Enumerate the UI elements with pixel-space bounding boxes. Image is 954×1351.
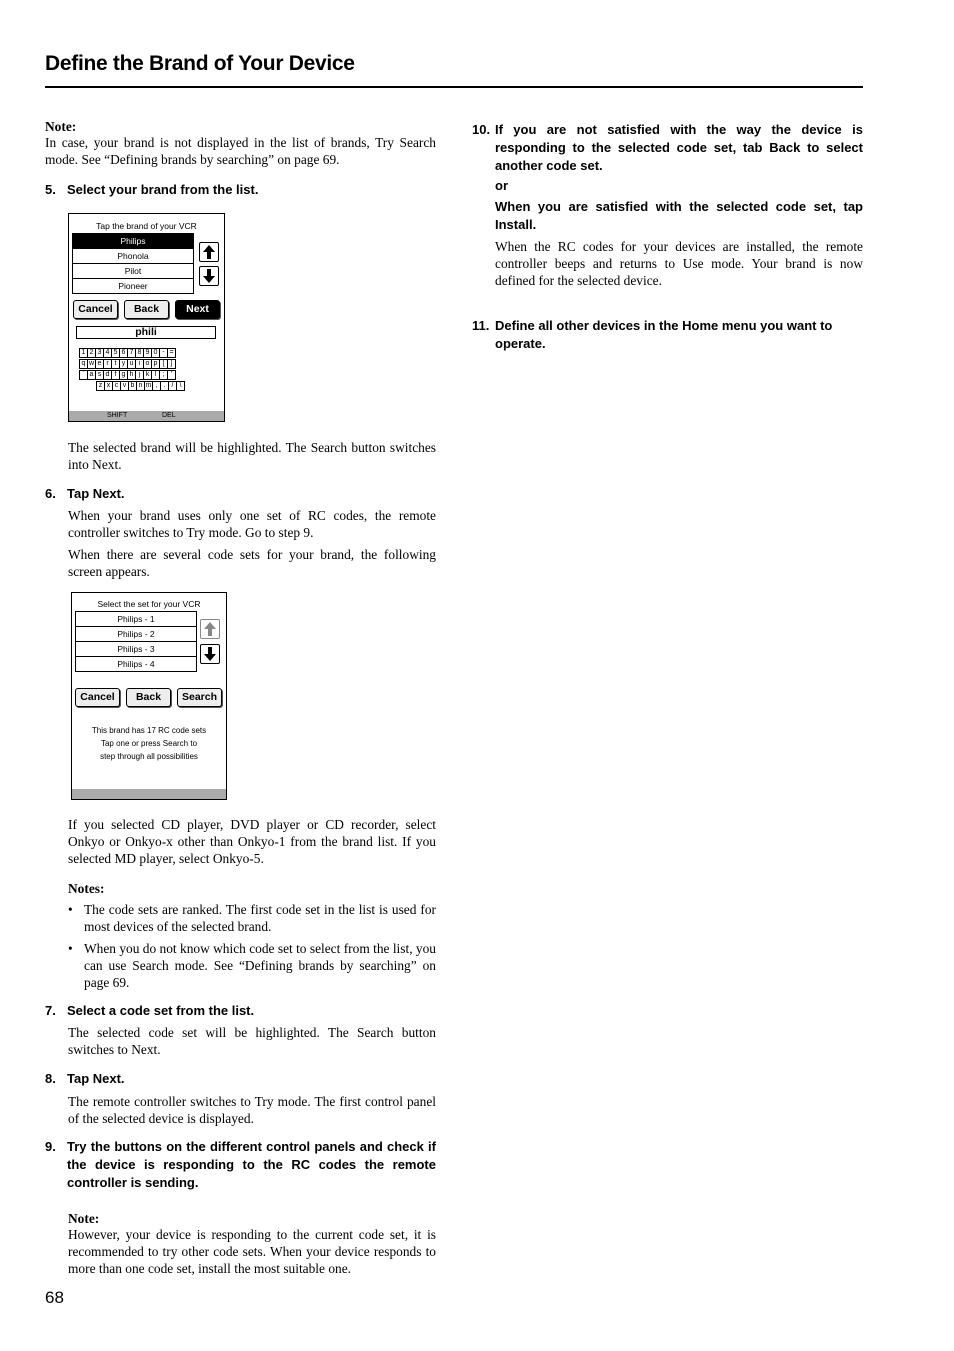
arrow-down-icon	[200, 267, 218, 285]
list-item[interactable]: Philips - 1	[76, 612, 196, 627]
step-number: 10.	[472, 122, 491, 137]
status-bar	[69, 411, 224, 421]
step-6-description-2: When there are several code sets for your brand, the following screen appears.	[68, 547, 436, 579]
code-set-screen	[71, 592, 227, 800]
or-text: or	[495, 178, 508, 193]
keyboard-key[interactable]: `	[79, 370, 88, 380]
back-button[interactable]: Back	[124, 300, 169, 319]
cancel-button[interactable]: Cancel	[75, 688, 120, 707]
keyboard-key[interactable]: x	[104, 381, 113, 391]
step-number: 8.	[45, 1071, 56, 1086]
keyboard-key[interactable]: j	[135, 370, 144, 380]
keyboard-key[interactable]: a	[87, 370, 96, 380]
keyboard-key[interactable]: t	[111, 359, 120, 369]
keyboard-key[interactable]: k	[143, 370, 152, 380]
keyboard-key[interactable]: 2	[87, 348, 96, 358]
keyboard-key[interactable]: ;	[159, 370, 168, 380]
list-item[interactable]: Philips	[73, 234, 193, 249]
keyboard-key[interactable]: 5	[111, 348, 120, 358]
step-number: 6.	[45, 486, 56, 501]
bullet: •	[68, 902, 73, 917]
keyboard-key[interactable]: 9	[143, 348, 152, 358]
keyboard-key[interactable]: f	[111, 370, 120, 380]
step-5-description: The selected brand will be highlighted. The Search button switches into Next.	[68, 440, 436, 472]
note-text: In case, your brand is not displayed in the list of brands, Try Search mode. See “Defining brands by searching” on page 69.	[45, 135, 436, 167]
keyboard-row	[79, 370, 175, 380]
keyboard-key[interactable]: 8	[135, 348, 144, 358]
step-5	[45, 181, 436, 199]
keyboard-key[interactable]: s	[95, 370, 104, 380]
step-11	[472, 317, 863, 353]
code-set-message: Tap one or press Search to	[100, 739, 198, 748]
code-set-message: This brand has 17 RC code sets	[91, 726, 207, 735]
keyboard-key[interactable]: i	[135, 359, 144, 369]
step-text: Try the buttons on the different control panels and check if the device is responding to the RC codes the remote controller is sending.	[67, 1139, 436, 1190]
keyboard-key[interactable]: h	[127, 370, 136, 380]
keyboard-key[interactable]: 3	[95, 348, 104, 358]
keyboard-key[interactable]: 1	[79, 348, 88, 358]
keyboard-key[interactable]: r	[103, 359, 112, 369]
keyboard-key[interactable]: y	[119, 359, 128, 369]
list-item[interactable]: Pioneer	[118, 281, 148, 291]
keyboard-key[interactable]: b	[128, 381, 137, 391]
keyboard-key[interactable]: w	[88, 360, 95, 367]
keyboard-key[interactable]: z	[96, 381, 105, 391]
status-bar	[72, 789, 226, 799]
step-text: Tap Next.	[67, 1071, 125, 1086]
cancel-button[interactable]: Cancel	[73, 300, 118, 319]
step-text: Select your brand from the list.	[67, 182, 259, 197]
page-title: Define the Brand of Your Device	[45, 52, 355, 75]
keyboard-key[interactable]: '	[167, 370, 176, 380]
keyboard-key[interactable]: 4	[103, 348, 112, 358]
note-heading: Note:	[68, 1211, 100, 1226]
keyboard-key[interactable]: \	[176, 381, 185, 391]
keyboard-key[interactable]: e	[95, 359, 104, 369]
search-button[interactable]: Search	[177, 688, 222, 707]
notes-heading: Notes:	[68, 881, 105, 896]
keyboard-key[interactable]: ]	[167, 359, 176, 369]
keyboard-key[interactable]: [	[159, 359, 168, 369]
list-item[interactable]: Pilot	[73, 264, 193, 279]
arrow-up-icon	[201, 620, 219, 638]
step-6-description-1: When your brand uses only one set of RC codes, the remote controller switches to Try mode. Go to step 9.	[68, 508, 436, 540]
arrow-down-icon	[201, 645, 219, 663]
keyboard-key[interactable]: 6	[119, 348, 128, 358]
step-10-text-2: When you are satisfied with the selected code set, tap Install.	[495, 199, 863, 232]
keyboard-key[interactable]: u	[127, 359, 136, 369]
step-10	[472, 121, 863, 175]
step-7	[45, 1002, 436, 1020]
code-set-message: step through all possibilities	[100, 752, 198, 761]
keyboard-key[interactable]: l	[151, 370, 160, 380]
keyboard-key[interactable]: q	[79, 359, 88, 369]
code-set-list	[75, 611, 197, 672]
keyboard-key[interactable]: =	[167, 348, 176, 358]
page-number: 68	[45, 1288, 64, 1307]
brand-select-screen	[68, 213, 225, 422]
step-9	[45, 1138, 436, 1192]
brand-list	[72, 233, 194, 294]
note-bullet-item	[68, 901, 436, 935]
screen-title: Tap the brand of your VCR	[96, 221, 197, 231]
keyboard-key[interactable]: m	[145, 382, 152, 389]
next-button[interactable]: Next	[175, 300, 220, 319]
keyboard-key[interactable]: d	[103, 370, 112, 380]
step-number: 9.	[45, 1139, 56, 1154]
step-text: Define all other devices in the Home menu you want to operate.	[495, 318, 833, 351]
title-rule	[45, 86, 863, 88]
keyboard-key[interactable]: -	[159, 348, 168, 358]
keyboard-key[interactable]: .	[160, 381, 169, 391]
step-number: 5.	[45, 182, 56, 197]
scroll-down-button[interactable]	[200, 644, 220, 664]
step-text: Select a code set from the list.	[67, 1003, 255, 1018]
keyboard-key[interactable]: c	[112, 381, 121, 391]
step-text: Tap Next.	[67, 486, 125, 501]
step-10-description: When the RC codes for your devices are installed, the remote controller beeps and returns to Use mode. Your brand is now defined for the selected device.	[495, 239, 863, 288]
note-text: However, your device is responding to the current code set, it is recommended to try other code sets. When your device responds to more than one code set, install the most suitable one.	[68, 1227, 436, 1276]
keyboard-row	[79, 359, 175, 369]
cd-player-text: If you selected CD player, DVD player or CD recorder, select Onkyo or Onkyo-x other than Onkyo-1 from the brand list. If you selected MD player, select Onkyo-5.	[68, 817, 436, 866]
arrow-up-icon	[200, 243, 218, 261]
scroll-up-button[interactable]	[199, 242, 219, 262]
shift-key[interactable]: SHIFT	[107, 412, 128, 419]
keyboard-key[interactable]: /	[168, 381, 177, 391]
screen-title: Select the set for your VCR	[97, 599, 201, 609]
keyboard-row	[79, 348, 175, 358]
note-heading: Note:	[45, 119, 77, 134]
scroll-down-button[interactable]	[199, 266, 219, 286]
step-7-description: The selected code set will be highlighted. The Search button switches to Next.	[68, 1025, 436, 1057]
step-number: 7.	[45, 1003, 56, 1018]
list-item[interactable]: Phonola	[73, 249, 193, 264]
step-8	[45, 1070, 436, 1088]
note-bullet-text: The code sets are ranked. The first code set in the list is used for most devices of the selected brand.	[84, 902, 436, 934]
del-key[interactable]: DEL	[162, 412, 176, 419]
keyboard-key[interactable]: o	[143, 359, 152, 369]
keyboard-key[interactable]: v	[120, 381, 129, 391]
step-6	[45, 485, 436, 503]
keyboard-key[interactable]: p	[151, 359, 160, 369]
keyboard-key[interactable]: ,	[152, 381, 161, 391]
search-input[interactable]: phili	[76, 326, 216, 339]
scroll-up-button[interactable]	[200, 619, 220, 639]
step-text: If you are not satisfied with the way the device is responding to the selected code set, tab Back to select another code set.	[495, 122, 863, 173]
note-bullet-text: When you do not know which code set to select from the list, you can use Search mode. See “Defining brands by searching” on page 69.	[84, 941, 436, 990]
list-item[interactable]: Philips - 3	[76, 642, 196, 657]
note-bullet-item	[68, 940, 436, 991]
list-item[interactable]: Philips - 4	[117, 659, 155, 669]
list-item[interactable]: Philips - 2	[76, 627, 196, 642]
bullet: •	[68, 941, 73, 956]
step-number: 11.	[472, 318, 490, 333]
step-8-description: The remote controller switches to Try mode. The first control panel of the selected device is displayed.	[68, 1094, 436, 1126]
back-button[interactable]: Back	[126, 688, 171, 707]
keyboard-key[interactable]: 7	[127, 348, 136, 358]
keyboard-row	[96, 381, 184, 391]
keyboard-key[interactable]: n	[136, 381, 145, 391]
keyboard-key[interactable]: g	[119, 370, 128, 380]
keyboard-key[interactable]: 0	[151, 348, 160, 358]
